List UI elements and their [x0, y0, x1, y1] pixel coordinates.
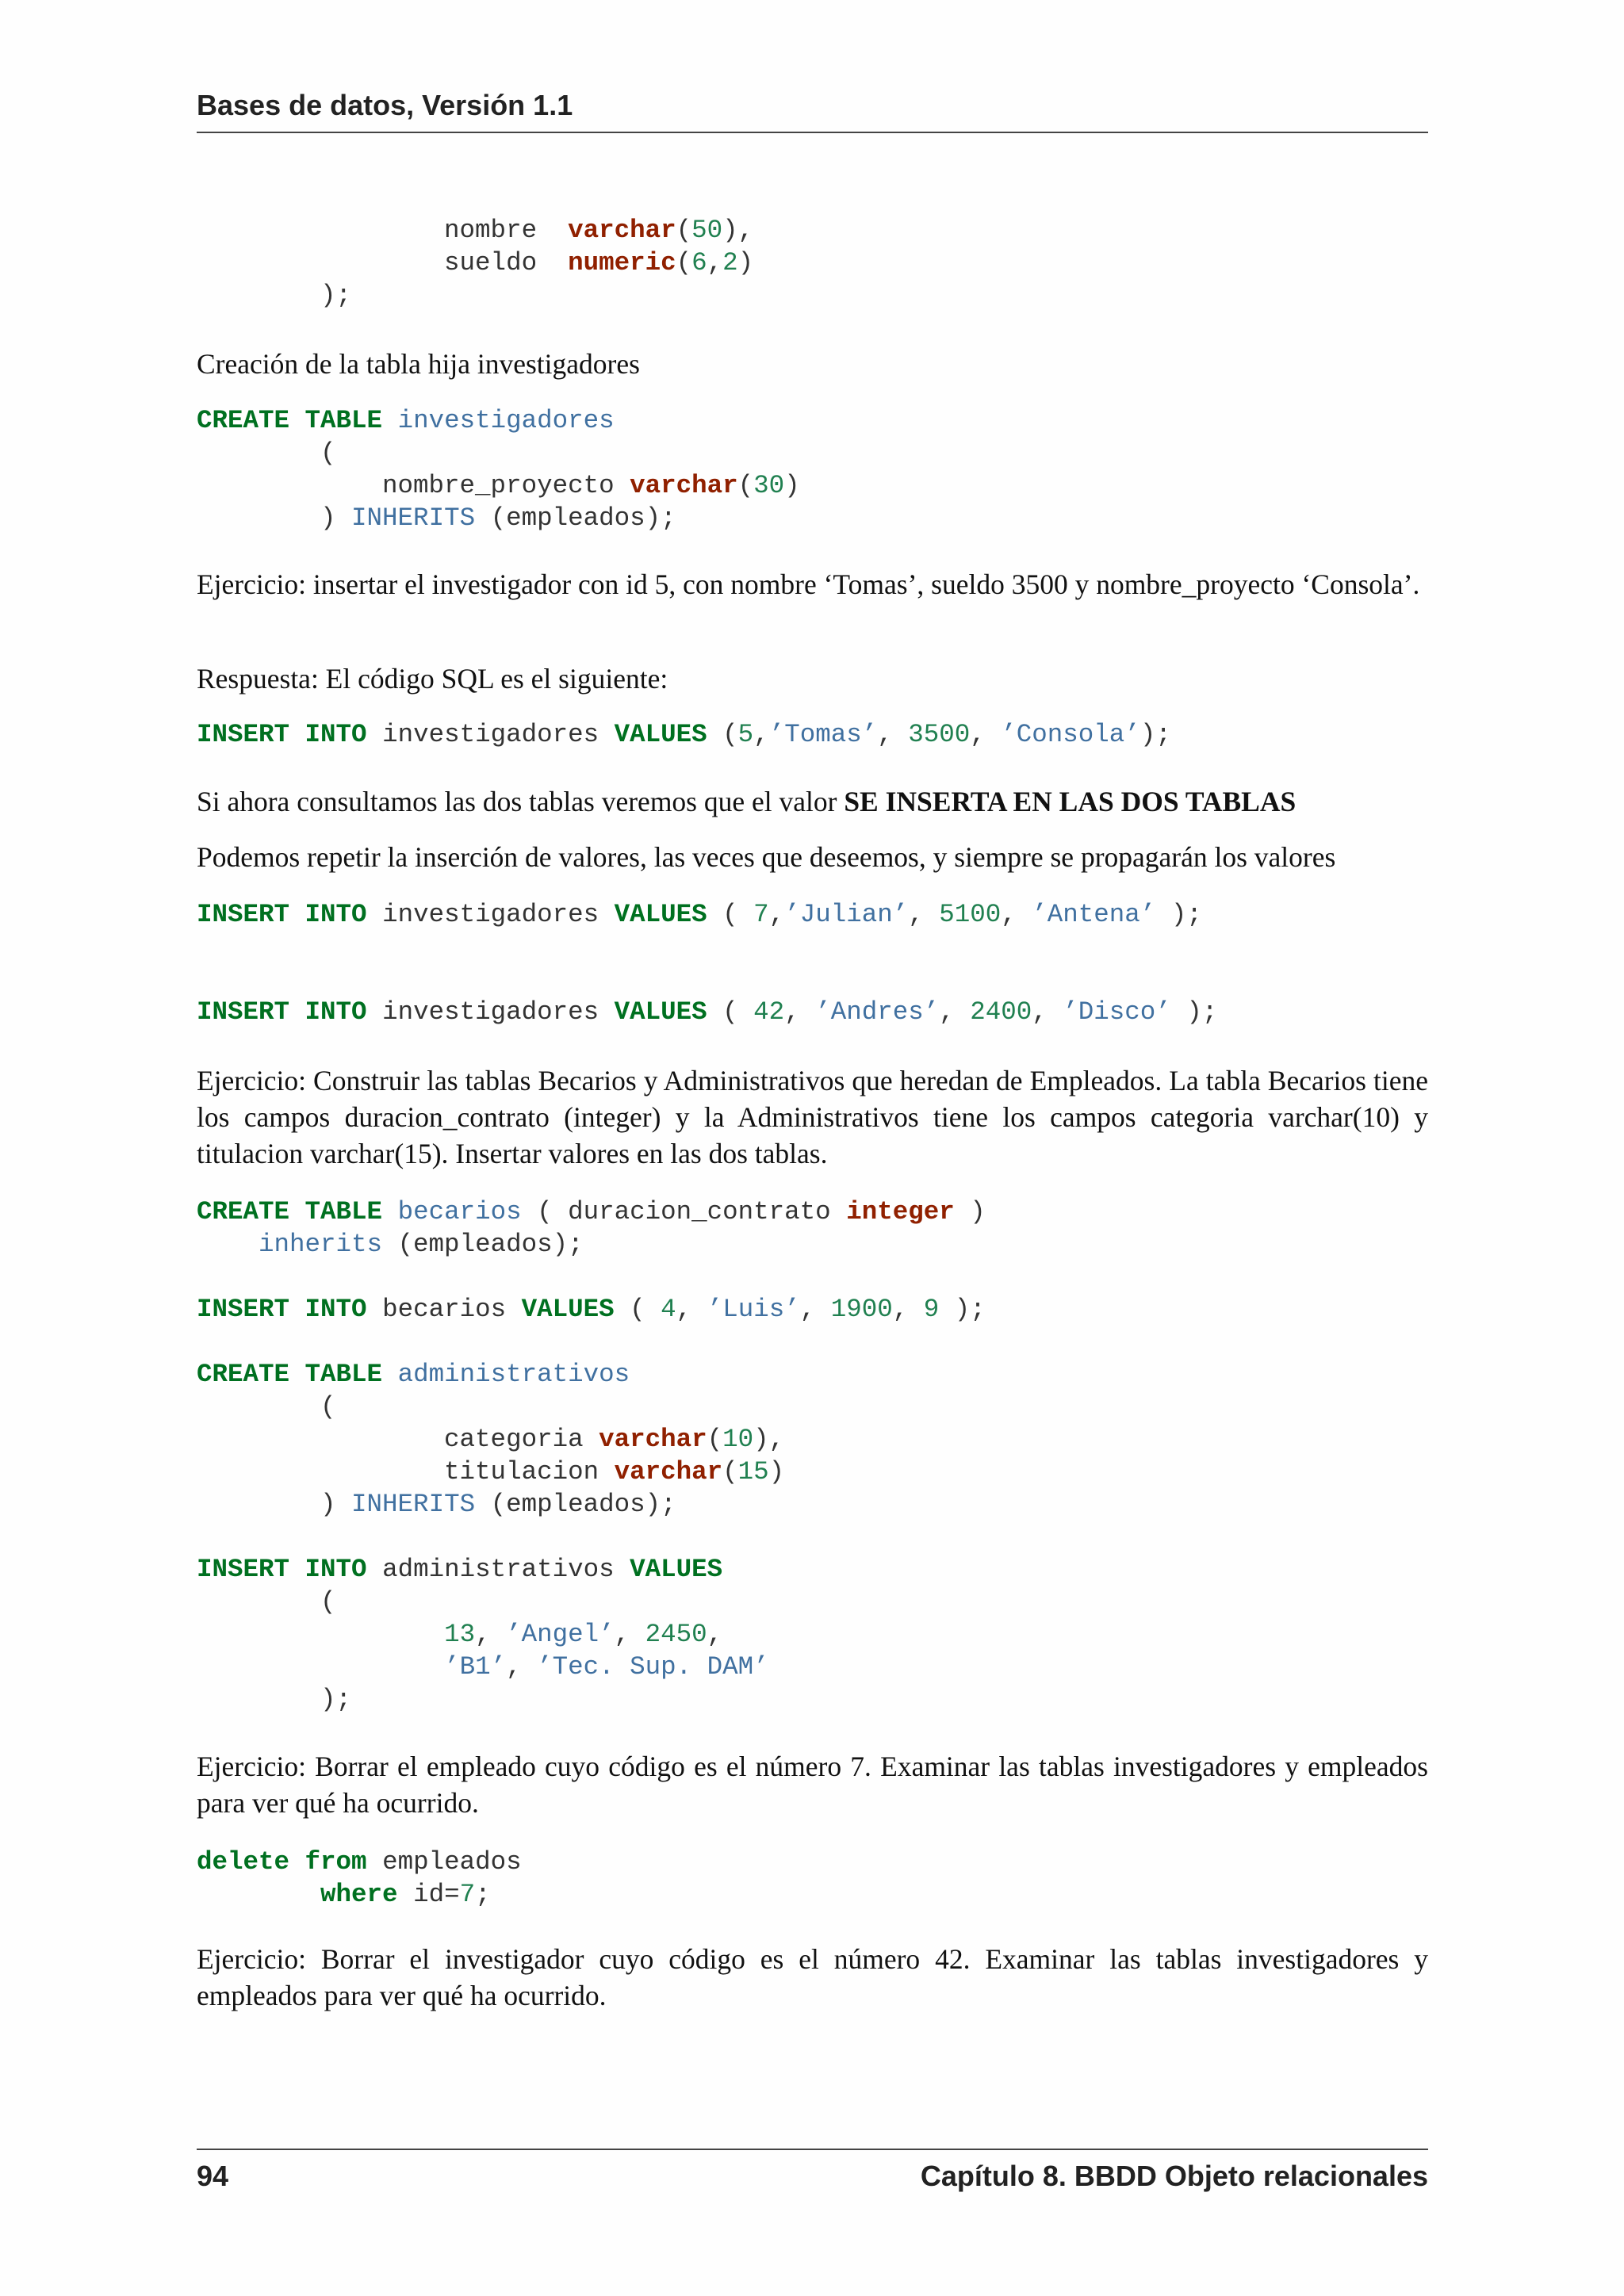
- code-block-create-investigadores: [197, 404, 1428, 534]
- code-line: INSERT INTO investigadores VALUES ( 7,’Julian’, 5100, ’Antena’ );: [197, 900, 1202, 929]
- code-line: (: [197, 1392, 336, 1422]
- code-line: sueldo numeric(6,2): [197, 248, 754, 277]
- code-line: ) INHERITS (empleados);: [197, 1490, 676, 1519]
- footer-rule: [197, 2149, 1428, 2150]
- code-line: INSERT INTO investigadores VALUES (5,’Tomas’, 3500, ’Consola’);: [197, 720, 1171, 749]
- paragraph: Creación de la tabla hija investigadores: [197, 348, 640, 380]
- code-blank-line: [197, 1326, 1428, 1358]
- code-line: categoria varchar(10),: [197, 1425, 785, 1454]
- code-line: nombre_proyecto varchar(30): [197, 471, 800, 500]
- code-block-insert-julian: [197, 898, 1428, 931]
- chapter-title: Capítulo 8. BBDD Objeto relacionales: [920, 2160, 1428, 2192]
- code-line: nombre varchar(50),: [197, 216, 754, 245]
- paragraph: Podemos repetir la inserción de valores, las veces que deseemos, y siempre se propagarán los valores: [197, 841, 1336, 873]
- code-line: ) INHERITS (empleados);: [197, 503, 676, 533]
- paragraph: Ejercicio: Borrar el investigador cuyo código es el número 42. Examinar las tablas investigadores y empleados para ver qué ha ocurrido.: [197, 1943, 1428, 2011]
- code-line: (: [197, 1587, 336, 1617]
- code-line: INSERT INTO administrativos VALUES: [197, 1555, 723, 1584]
- code-line: CREATE TABLE becarios ( duracion_contrato integer ): [197, 1197, 986, 1226]
- code-line: CREATE TABLE administrativos: [197, 1360, 630, 1389]
- paragraph: Ejercicio: Borrar el empleado cuyo código es el número 7. Examinar las tablas investigadores y empleados para ver qué ha ocurrido.: [197, 1751, 1428, 1819]
- code-line: INSERT INTO becarios VALUES ( 4, ’Luis’, 1900, 9 );: [197, 1295, 986, 1324]
- book-title: Bases de datos, Versión 1.1: [197, 89, 573, 121]
- code-line: ’B1’, ’Tec. Sup. DAM’: [444, 1652, 769, 1682]
- code-block-insert-tomas: [197, 718, 1428, 751]
- code-blank-line: [197, 1521, 1428, 1553]
- paragraph: Ejercicio: insertar el investigador con id 5, con nombre ‘Tomas’, sueldo 3500 y nombre_proyecto ‘Consola’.: [197, 568, 1420, 600]
- code-line: (: [197, 438, 336, 468]
- page-number: 94: [197, 2160, 229, 2192]
- paragraph: Respuesta: El código SQL es el siguiente:: [197, 663, 668, 695]
- code-line: inherits (empleados);: [259, 1230, 584, 1259]
- code-block-table-end: [197, 214, 1428, 312]
- code-line: 13, ’Angel’, 2450,: [444, 1620, 723, 1649]
- code-block-delete: [197, 1846, 1428, 1911]
- code-line: INSERT INTO investigadores VALUES ( 42, ’Andres’, 2400, ’Disco’ );: [197, 997, 1218, 1027]
- code-blank-line: [197, 1261, 1428, 1293]
- running-header: [197, 89, 1428, 122]
- code-block-insert-andres: [197, 996, 1428, 1028]
- code-line: where id=7;: [320, 1880, 491, 1909]
- code-line: delete from empleados: [197, 1847, 522, 1877]
- code-line: );: [197, 281, 352, 310]
- code-line: );: [197, 1685, 352, 1714]
- header-rule: [197, 132, 1428, 133]
- running-footer: [197, 2160, 1428, 2193]
- paragraph: Ejercicio: Construir las tablas Becarios y Administrativos que heredan de Empleados. La tabla Becarios tiene los campos duracion_contrato (integer) y la Administrativos tiene los campos categoria varchar(10) y titulacion varchar(15). Insertar valores en las dos tablas.: [197, 1065, 1428, 1169]
- code-line: titulacion varchar(15): [197, 1457, 785, 1487]
- paragraph: Si ahora consultamos las dos tablas veremos que el valor SE INSERTA EN LAS DOS TABLAS: [197, 786, 1297, 817]
- code-line: CREATE TABLE investigadores: [197, 406, 615, 435]
- code-block-becarios-administrativos: [197, 1196, 1428, 1716]
